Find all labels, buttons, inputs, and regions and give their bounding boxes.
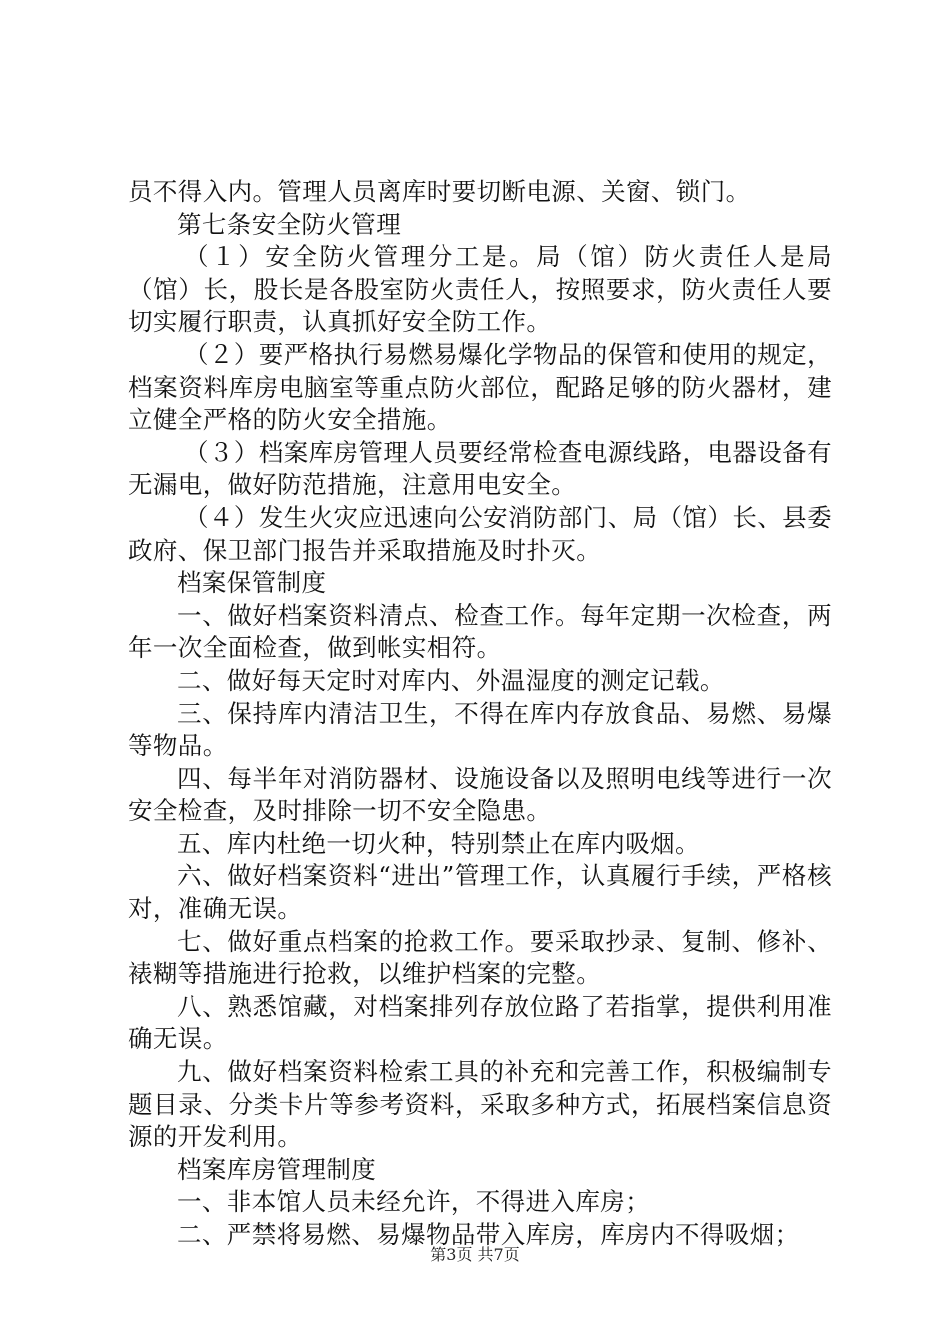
paragraph: 七、做好重点档案的抢救工作。要采取抄录、复制、修补、裱糊等措施进行抢救，以维护档案的完整。 [128,926,832,989]
paragraph: 一、做好档案资料清点、检查工作。每年定期一次检查，两年一次全面检查，做到帐实相符。 [128,600,832,663]
paragraph: （４）发生火灾应迅速向公安消防部门、局（馆）长、县委政府、保卫部门报告并采取措施及时扑灭。 [128,502,832,565]
paragraph: 六、做好档案资料“进出”管理工作，认真履行手续，严格核对，准确无误。 [128,861,832,924]
paragraph: 三、保持库内清洁卫生，不得在库内存放食品、易燃、易爆等物品。 [128,698,832,761]
paragraph: 二、做好每天定时对库内、外温湿度的测定记载。 [177,665,725,695]
paragraph: 八、熟悉馆藏，对档案排列存放位路了若指掌，提供利用准确无误。 [128,991,832,1054]
paragraph: 二、严禁将易燃、易爆物品带入库房，库房内不得吸烟； [177,1220,800,1249]
paragraph: 档案库房管理制度 [177,1154,377,1184]
paragraph: 第七条安全防火管理 [177,209,402,239]
page-footer: 第3页 共7页 [430,1245,520,1264]
paragraph: 九、做好档案资料检索工具的补充和完善工作，积极编制专题目录、分类卡片等参考资料，采取多种方式，拓展档案信息资源的开发利用。 [128,1057,832,1152]
paragraph: 员不得入内。管理人员离库时要切断电源、关窗、锁门。 [128,177,751,206]
paragraph: 四、每半年对消防器材、设施设备以及照明电线等进行一次安全检查，及时排除一切不安全隐患。 [128,763,832,826]
paragraph: 档案保管制度 [177,568,327,598]
paragraph: （２）要严格执行易燃易爆化学物品的保管和使用的规定，档案资料库房电脑室等重点防火部位，配路足够的防火器材，建立健全严格的防火安全措施。 [128,339,832,435]
document-body [128,176,832,1252]
paragraph: （１）安全防火管理分工是。局（馆）防火责任人是局（馆）长，股长是各股室防火责任人，按照要求，防火责任人要切实履行职责，认真抓好安全防工作。 [128,242,832,337]
paragraph: （３）档案库房管理人员要经常检查电源线路，电器设备有无漏电，做好防范措施，注意用电安全。 [128,437,832,500]
paragraph: 五、库内杜绝一切火种，特别禁止在库内吸烟。 [177,828,700,858]
paragraph: 一、非本馆人员未经允许，不得进入库房； [177,1187,651,1217]
